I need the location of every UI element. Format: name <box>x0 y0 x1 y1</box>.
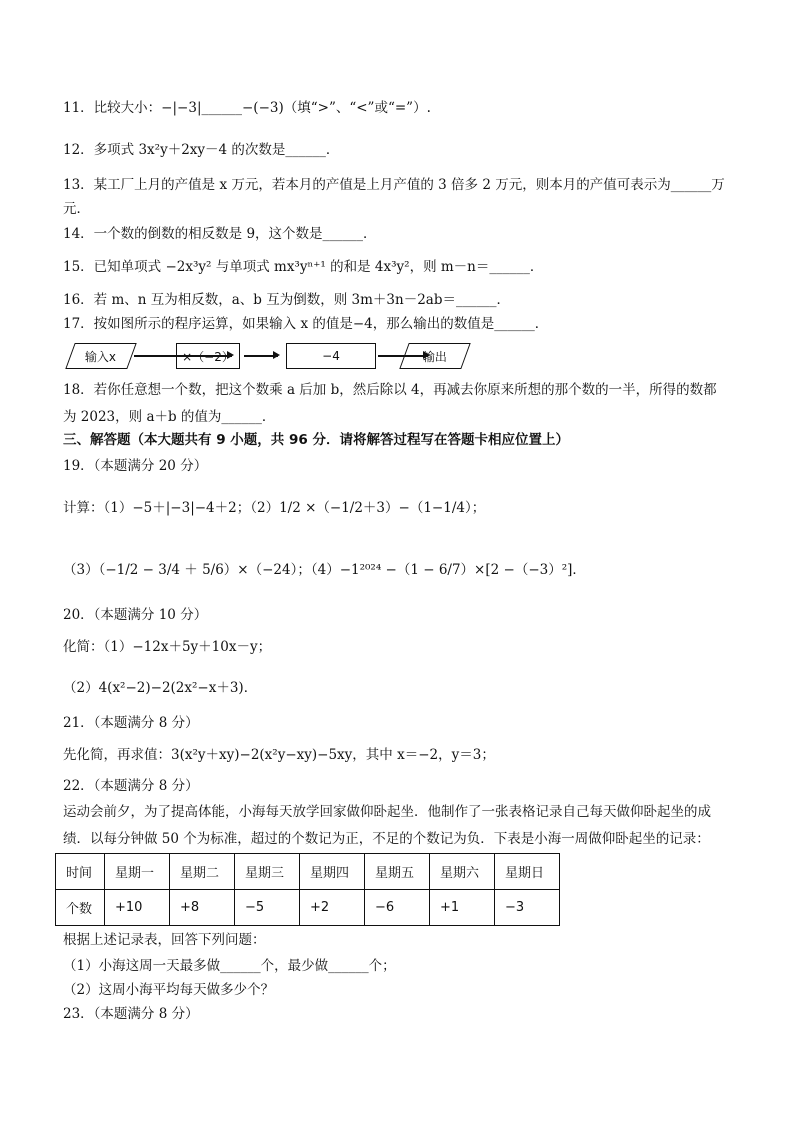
flow-subtract-box: −4 <box>286 343 376 369</box>
question-12: 12．多项式 3x²y＋2xy－4 的次数是______． <box>63 142 340 158</box>
question-14: 14．一个数的倒数的相反数是 9，这个数是______． <box>63 226 377 242</box>
question-13-line1: 13．某工厂上月的产值是 x 万元，若本月的产值是上月产值的 3 倍多 2 万元，则本月的产值可表示为______万 <box>63 177 725 193</box>
flow-output-box: 输出 <box>399 343 470 369</box>
table-row <box>56 890 560 926</box>
question-19-part-3-4: （3）（−1/2 − 3/4 ＋ 5/6）×（−24）；（4）−1²⁰²⁴ −（1 − 6/7）×[2 −（−3）²]． <box>63 562 586 578</box>
table-cell: 星期日 <box>495 854 560 890</box>
question-17: 17．按如图所示的程序运算，如果输入 x 的值是−4，那么输出的数值是______． <box>63 316 549 332</box>
question-16: 16．若 m、n 互为相反数，a、b 互为倒数，则 3m＋3n－2ab＝______． <box>63 292 510 308</box>
question-22-sub-2: （2）这周小海平均每天做多少个？ <box>63 982 275 998</box>
question-23-heading: 23．（本题满分 8 分） <box>63 1006 199 1022</box>
table-cell: −3 <box>495 890 560 926</box>
table-cell: −6 <box>365 890 430 926</box>
question-21-body: 先化简，再求值：3(x²y＋xy)−2(x²y−xy)−5xy，其中 x＝−2，y＝3； <box>63 747 495 763</box>
table-cell: 星期四 <box>300 854 365 890</box>
table-cell: +10 <box>105 890 170 926</box>
table-row <box>56 854 560 890</box>
question-11: 11．比较大小：−|−3|______−(−3)（填“>”、“<”或“=”）. <box>63 100 431 116</box>
question-19-heading: 19．（本题满分 20 分） <box>63 458 208 474</box>
table-cell: +1 <box>430 890 495 926</box>
flow-multiply-box: ×（−2） <box>176 343 240 369</box>
question-18-line1: 18．若你任意想一个数，把这个数乘 a 后加 b，然后除以 4，再减去你原来所想的那个数的一半，所得的数都 <box>63 382 717 398</box>
question-20-part-1: 化简：（1）−12x＋5y＋10x－y； <box>63 639 272 655</box>
question-20-part-2: （2）4(x²−2)−2(2x²−x＋3)． <box>63 680 258 696</box>
flow-arrow-2 <box>244 355 278 357</box>
question-13-line2: 元． <box>63 201 90 217</box>
table-cell: 星期二 <box>170 854 235 890</box>
question-21-heading: 21．（本题满分 8 分） <box>63 715 199 731</box>
table-cell: 星期五 <box>365 854 430 890</box>
table-cell: −5 <box>235 890 300 926</box>
question-22-prompt: 根据上述记录表，回答下列问题： <box>63 932 266 948</box>
flow-input-box: 输入x <box>65 343 136 369</box>
question-22-heading: 22．（本题满分 8 分） <box>63 778 199 794</box>
question-18-line2: 为 2023，则 a＋b 的值为______． <box>63 409 276 425</box>
question-22-paragraph-2: 绩．以每分钟做 50 个为标准，超过的个数记为正，不足的个数记为负．下表是小海一周做仰卧起坐的记录： <box>63 831 710 847</box>
table-cell: 星期一 <box>105 854 170 890</box>
question-22-sub-1: （1）小海这周一天最多做______个，最少做______个； <box>63 958 396 974</box>
question-15: 15．已知单项式 −2x³y² 与单项式 mx³yⁿ⁺¹ 的和是 4x³y²，则 m－n＝______． <box>63 259 544 275</box>
question-22-paragraph-1: 运动会前夕，为了提高体能，小海每天放学回家做仰卧起坐．他制作了一张表格记录自己每天做仰卧起坐的成 <box>63 804 711 820</box>
table-cell: +8 <box>170 890 235 926</box>
table-cell: 时间 <box>56 854 105 890</box>
table-cell: +2 <box>300 890 365 926</box>
table-cell: 星期六 <box>430 854 495 890</box>
section-3-heading: 三、解答题（本大题共有 9 小题，共 96 分．请将解答过程写在答题卡相应位置上） <box>63 432 569 448</box>
question-20-heading: 20．（本题满分 10 分） <box>63 607 208 623</box>
program-flowchart <box>66 343 486 371</box>
question-19-part-1-2: 计算：（1）−5＋|−3|−4＋2；（2）1/2 ×（−1/2＋3）−（1−1/4）； <box>63 500 486 516</box>
table-cell: 个数 <box>56 890 105 926</box>
table-cell: 星期三 <box>235 854 300 890</box>
situp-record-table <box>55 853 560 926</box>
